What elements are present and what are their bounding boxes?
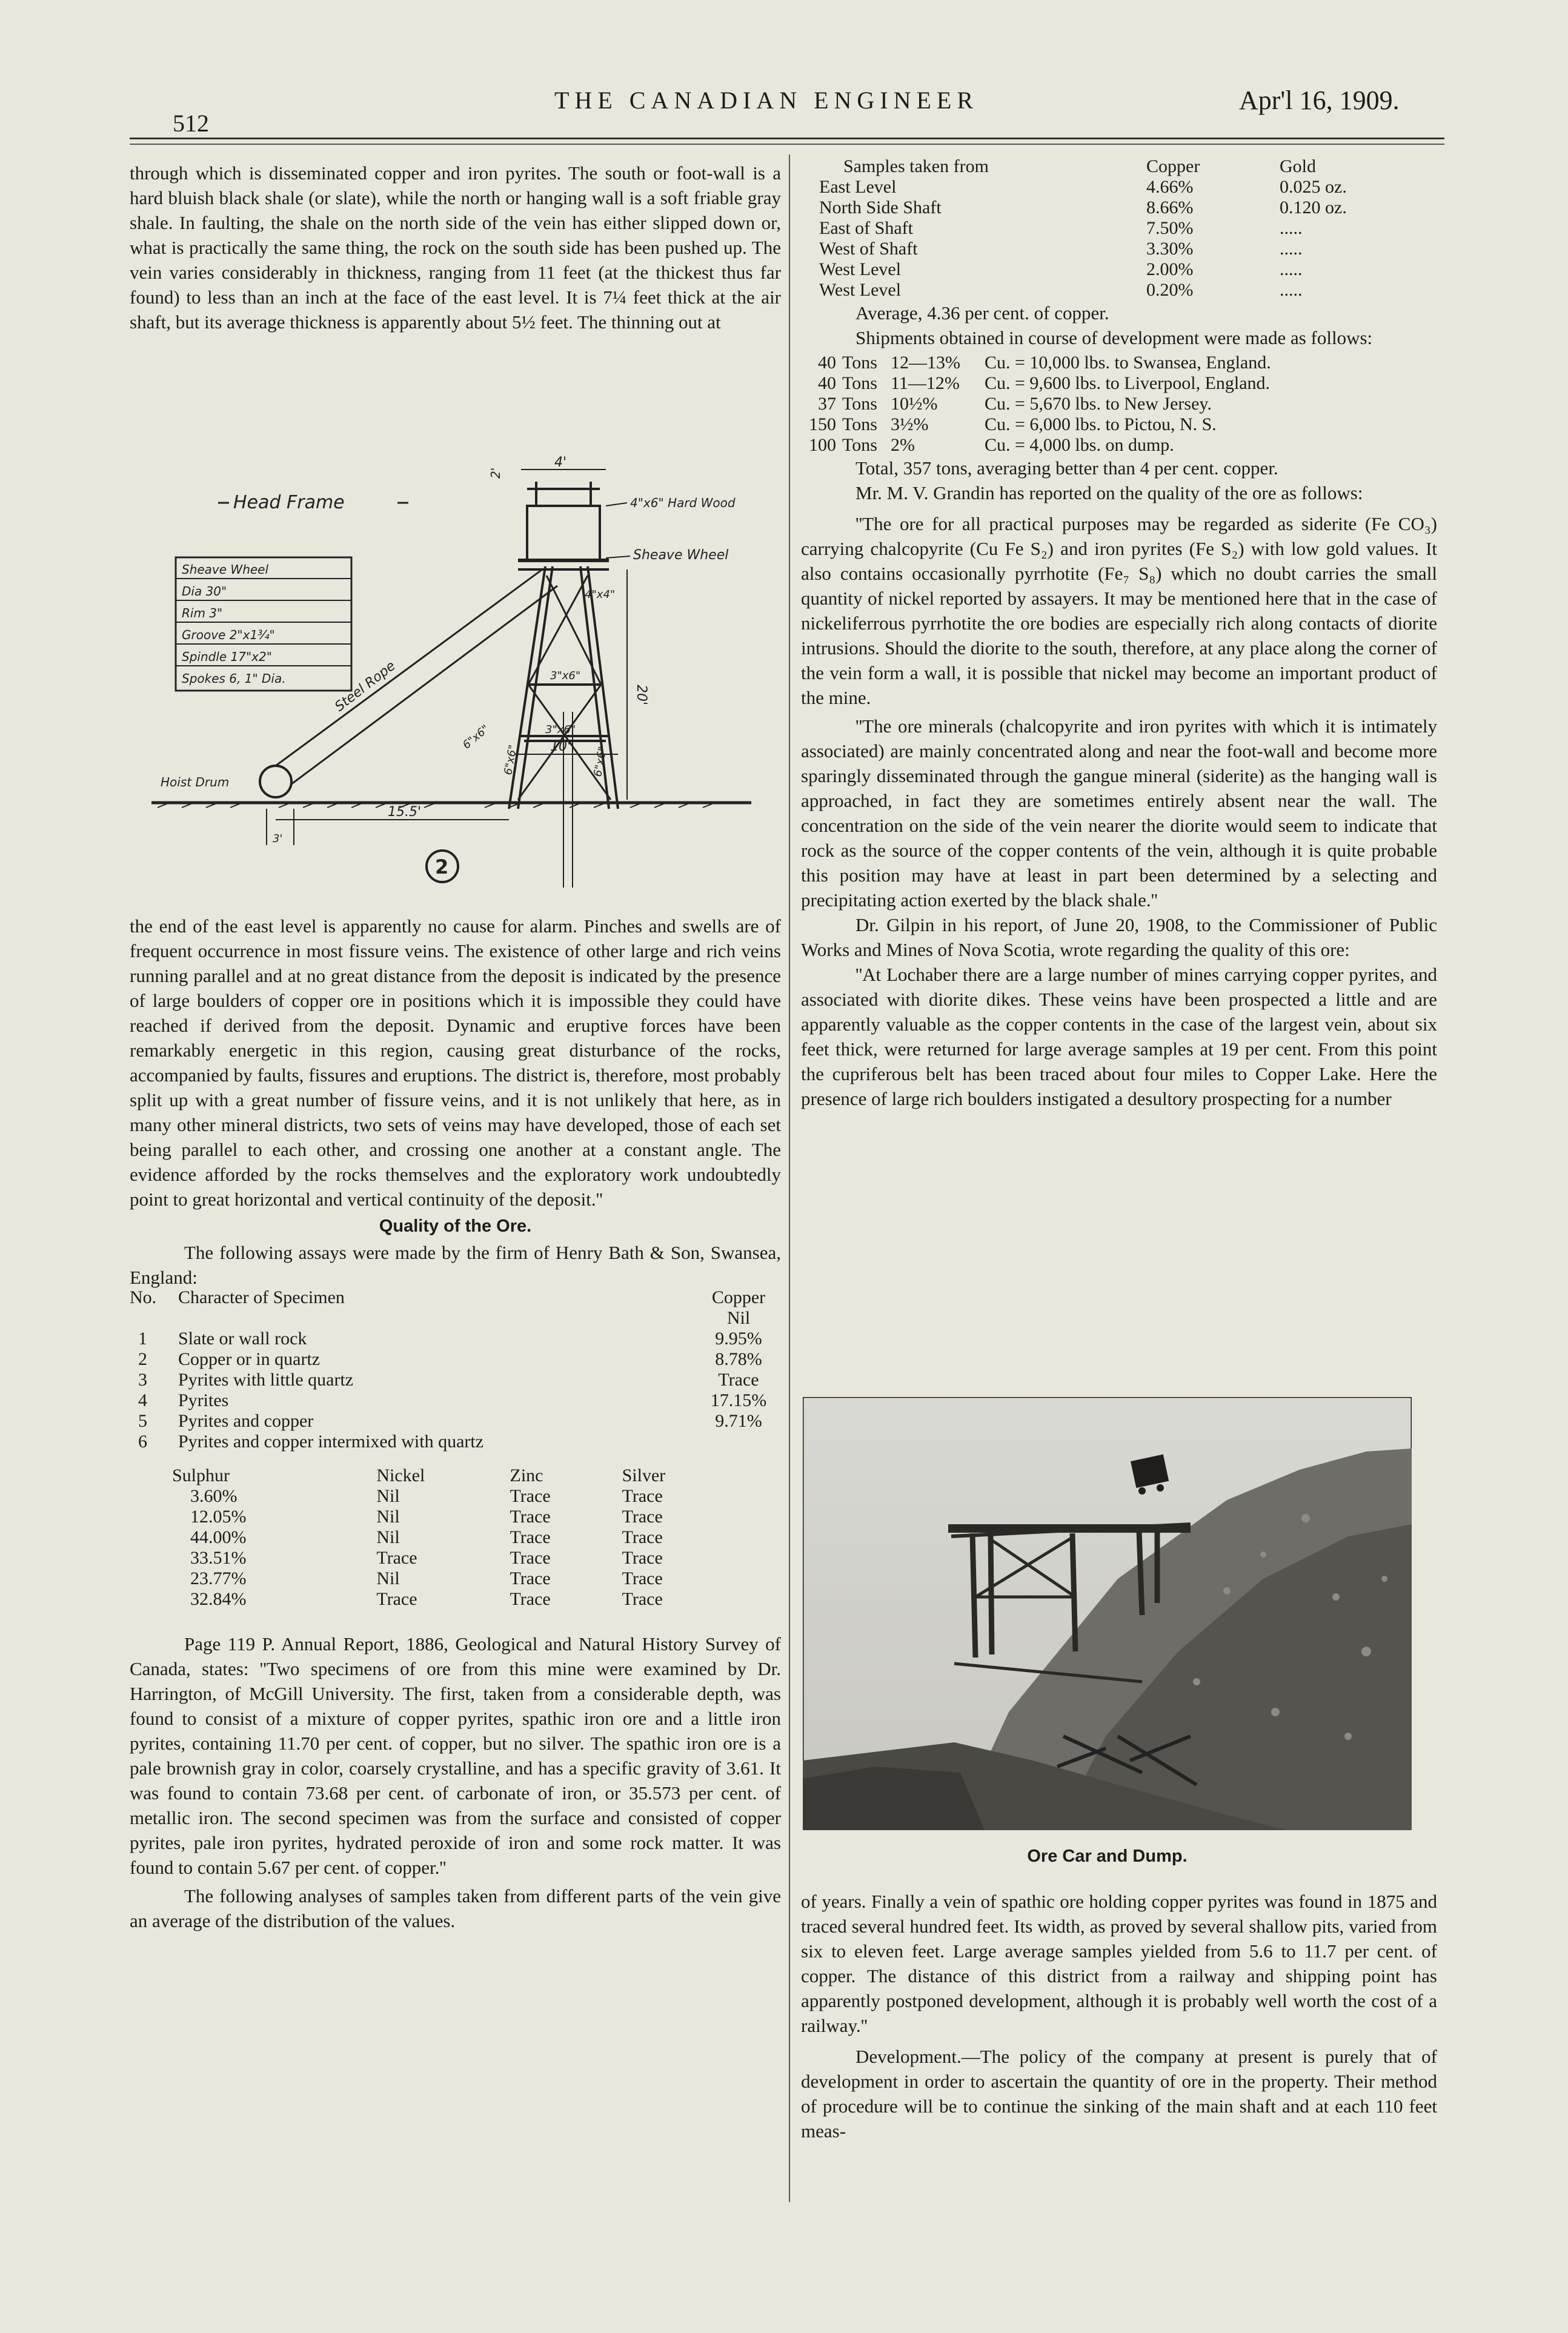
cell: Nil [376, 1507, 400, 1527]
metals-col-silver: Silver [622, 1465, 666, 1485]
cell: Cu. = 4,000 lbs. on dump. [985, 435, 1174, 455]
table-row [801, 353, 1407, 373]
cell: 0.025 oz. [1280, 177, 1347, 197]
cell: Trace [510, 1568, 551, 1588]
cell: Trace [622, 1548, 663, 1568]
cell: 32.84% [190, 1589, 247, 1609]
cell [130, 1308, 178, 1329]
photo-caption: Ore Car and Dump. [1027, 1847, 1188, 1866]
cell: Copper or in quartz [178, 1349, 321, 1369]
ore-car-dump-image [803, 1397, 1412, 1830]
box-line-1: Sheave Wheel [182, 562, 269, 577]
cell: 3.60% [190, 1486, 238, 1506]
cell: Pyrites and copper [178, 1411, 314, 1431]
cell: Trace [622, 1568, 663, 1588]
paragraph-grandin: Mr. M. V. Grandin has reported on the quality of the ore as follows: [855, 482, 1363, 503]
table-row [172, 1486, 742, 1507]
cell: Cu. = 9,600 lbs. to Liverpool, England. [985, 373, 1271, 393]
cell: Tons [842, 435, 877, 455]
cell: Tons [842, 394, 877, 414]
assay-col-specimen: Character of Specimen [178, 1287, 345, 1307]
header-rule [130, 138, 1444, 139]
dim-20ft: 20' [634, 685, 649, 706]
dim-10ft: 10' [550, 739, 571, 754]
samples-table [819, 156, 1401, 300]
cell: Trace [622, 1589, 663, 1609]
paragraph-pinches: the end of the east level is apparently no cause for alarm. Pinches and swells are of frequent occurrence in most fissure veins. The existence of other large and rich veins running parallel and at no great distance from the deposit is indicated by the presence of large boulders of copper ore in positions which it is impossible they could have reached if derived from the deposit. Dynamic and eruptive forces have been remarkably energetic in this region, causing great disturbance of the rocks, accompanied by faults, fissures and eruptions. The district is, therefore, most probably split up with a great number of fissure veins, and it is not unlikely that here, as in many other mineral districts, two sets of veins may have developed, those of each set being parallel to each other, and crossing one another at a constant angle. The evidence afforded by the rocks themselves and the exploratory work undoubtedly point to great horizontal and vertical continuity of the deposit.'' [130, 915, 781, 1210]
cell: Cu. = 6,000 lbs. to Pictou, N. S. [985, 414, 1217, 434]
paragraph-analyses-intro: The following analyses of samples taken from different parts of the vein give an average of the distribution of the values. [130, 1885, 781, 1931]
shipments-total: Total, 357 tons, averaging better than 4 per cent. copper. [855, 457, 1278, 479]
table-row [801, 373, 1407, 394]
cell: Trace [622, 1507, 663, 1527]
cell: 7.50% [1146, 218, 1194, 238]
metals-col-sulphur: Sulphur [172, 1465, 230, 1485]
table-row [130, 1308, 781, 1329]
cell: Nil [376, 1486, 400, 1506]
table-row [819, 259, 1401, 280]
cell [178, 1308, 696, 1329]
table-row [130, 1329, 781, 1349]
cell: East Level [819, 177, 897, 197]
assay-col-copper: Copper [711, 1287, 766, 1307]
cell: Tons [842, 414, 877, 434]
assay-col-no: No. [130, 1287, 157, 1307]
paragraph-grandin-quote-1: ''The ore for all practical purposes may be regarded as siderite (Fe CO₃) carrying chalcopyrite (Cu Fe S₂) and iron pyrites (Fe S₂) with low gold values. It also contains occasionally pyrrhotite (Fe₇ S₈) which no doubt carries the small quantity of nickel reported by assayers. It may be mentioned here that in the case of nickeliferrous pyrrhotite the ore bodies are especially rich along contacts of diorite intrusions. Should the diorite to the south, therefore, at any place along the corner of the vein form a wall, it is possible that nickel may become an important product of the mine. [801, 513, 1437, 708]
table-row [819, 280, 1401, 300]
table-row [819, 239, 1401, 259]
metals-table [172, 1465, 742, 1610]
dim-15-5ft: 15.5' [388, 805, 422, 820]
cell: 9.95% [715, 1329, 762, 1349]
cell: 9.71% [715, 1411, 762, 1431]
cell: 0.120 oz. [1280, 197, 1347, 217]
paragraph-grandin-quote-2: ''The ore minerals (chalcopyrite and iron pyrites with which it is intimately associated) are mainly concentrated along and near the foot-wall and become more sparingly disseminated through the gangue mineral (siderite) as the hanging wall is approached, in fact they are sometimes entirely absent near the wall. The concentration on the side of the vein nearer the diorite would seem to indicate that rock as the source of the copper contents of the vein, although it is quite probable this position may have at least in part been determined by a selecting and precipitating action exerted by the black shale.'' [801, 715, 1437, 911]
table-row [172, 1568, 742, 1589]
table-row [130, 1432, 781, 1452]
paragraph-vein-description: through which is disseminated copper and iron pyrites. The south or foot-wall is a hard bluish black shale (or slate), while the north or hanging wall is a soft friable gray shale. In faulting, the shale on the north side of the vein has either slipped down or, what is practically the same thing, the rock on the south side has been pushed up. The vein varies considerably in thickness, ranging from 11 feet (at the thickest thus far found) to less than an inch at the face of the east level. It is 7¼ feet thick at the air shaft, but its average thickness is apparently about 5½ feet. The thinning out at [130, 162, 781, 333]
paragraph-shipments-intro: Shipments obtained in course of development were made as follows: [855, 327, 1373, 348]
cell: 4 [138, 1390, 147, 1410]
table-row [801, 435, 1407, 456]
cell: Slate or wall rock [178, 1329, 307, 1349]
dim-4x4: 4"x4" [585, 588, 616, 601]
table-row [172, 1548, 742, 1568]
cell: North Side Shaft [819, 197, 942, 217]
cell: 4.66% [1146, 177, 1194, 197]
table-row [172, 1507, 742, 1527]
label-sheave: Sheave Wheel [633, 548, 729, 563]
cell: West Level [819, 259, 902, 279]
box-line-4: Groove 2"x1¾" [182, 628, 275, 642]
cell: Trace [622, 1486, 663, 1506]
cell: 11—12% [891, 373, 960, 393]
cell: 3 [138, 1370, 147, 1390]
shipments-table [801, 353, 1407, 456]
box-line-3: Rim 3" [182, 606, 223, 620]
header-rule-thin [130, 144, 1444, 145]
cell: Cu. = 10,000 lbs. to Swansea, England. [985, 353, 1271, 373]
cell: 37 [818, 394, 836, 414]
samples-col-copper: Copper [1146, 156, 1200, 176]
dim-3x6-lower: 3"x6" [545, 723, 576, 736]
cell: ..... [1280, 280, 1303, 300]
table-row [172, 1589, 742, 1610]
table-row [130, 1411, 781, 1432]
cell: 3.30% [1146, 239, 1194, 259]
cell: 150 [809, 414, 836, 434]
issue-date: Apr'l 16, 1909. [1239, 85, 1400, 115]
table-row [130, 1349, 781, 1370]
head-frame-drawing [145, 445, 776, 888]
samples-average: Average, 4.36 per cent. of copper. [855, 302, 1109, 324]
table-row [819, 197, 1401, 218]
cell: 5 [138, 1411, 147, 1431]
table-row [819, 218, 1401, 239]
paragraph-gilpin: Dr. Gilpin in his report, of June 20, 1908, to the Commissioner of Public Works and Mines of Nova Scotia, wrote regarding the quality of this ore: [801, 914, 1437, 960]
head-frame-title: Head Frame [233, 492, 345, 513]
cell: 1 [138, 1329, 147, 1349]
cell: ..... [1280, 259, 1303, 279]
cell: ..... [1280, 218, 1303, 238]
cell: 44.00% [190, 1527, 247, 1547]
label-steel-rope: Steel Rope [332, 658, 399, 715]
cell: 8.66% [1146, 197, 1194, 217]
dim-3ft: 3' [273, 832, 283, 845]
cell: Trace [510, 1548, 551, 1568]
ore-car-photo [803, 1397, 1412, 1830]
paragraph-development: Development.—The policy of the company at present is purely that of development in order to ascertain the quantity of ore in the property. Their method of procedure will be to continue the sinking of the main shaft and at each 110 feet meas- [801, 2046, 1437, 2142]
metals-col-zinc: Zinc [510, 1465, 543, 1485]
cell: Nil [726, 1308, 751, 1328]
samples-col-gold: Gold [1280, 156, 1316, 176]
dim-6x6-left: 6"x6" [502, 743, 520, 776]
samples-header-row [819, 156, 1401, 177]
cell: West Level [819, 280, 902, 300]
right-column [801, 156, 1437, 1111]
cell: Trace [376, 1589, 417, 1609]
cell: Tons [842, 353, 877, 373]
right-column-continued [801, 1889, 1437, 2143]
cell: 2% [891, 435, 915, 455]
cell: 2.00% [1146, 259, 1194, 279]
cell: 33.51% [190, 1548, 247, 1568]
figure-number: 2 [435, 855, 449, 878]
cell: Pyrites with little quartz [178, 1370, 354, 1390]
dim-4ft: 4' [554, 455, 567, 470]
box-line-2: Dia 30" [182, 584, 227, 599]
cell: Pyrites and copper intermixed with quartz [178, 1432, 484, 1452]
paragraph-years: of years. Finally a vein of spathic ore holding copper pyrites was found in 1875 and traced several hundred feet. Its width, as proved by several shallow pits, varied from six to eleven feet. Large average samples yielded from 5.6 to 11.7 per cent. of copper. The distance of this district from a railway and shipping point has apparently postponed development, although it is probably well worth the cost of a railway.'' [801, 1891, 1437, 2036]
label-hoist-drum: Hoist Drum [161, 775, 230, 789]
cell: Trace [376, 1548, 417, 1568]
journal-title: THE CANADIAN ENGINEER [554, 87, 979, 114]
cell: Nil [376, 1527, 400, 1547]
heading-quality-of-ore: Quality of the Ore. [379, 1216, 532, 1236]
cell: 12.05% [190, 1507, 247, 1527]
cell: 100 [809, 435, 836, 455]
cell: Trace [510, 1507, 551, 1527]
cell: Tons [842, 373, 877, 393]
left-column [130, 161, 781, 334]
cell: 8.78% [715, 1349, 762, 1369]
dim-3x6-upper: 3"x6" [550, 669, 581, 682]
cell: 6 [138, 1432, 147, 1452]
cell: West of Shaft [819, 239, 918, 259]
cell: 0.20% [1146, 280, 1194, 300]
cell: Trace [622, 1527, 663, 1547]
cell: Trace [510, 1527, 551, 1547]
column-divider [789, 154, 790, 2202]
paragraph-annual-report: Page 119 P. Annual Report, 1886, Geological and Natural History Survey of Canada, states: ''Two specimens of ore from this mine were examined by Dr. Harrington, of McGill University. The first, taken from a considerable depth, was found to consist of a mixture of copper pyrites, spathic iron ore and a little iron pyrites, containing 11.70 per cent. of copper, but no silver. The spathic iron ore is a pale brownish gray in color, coarsely crystalline, and has a specific gravity of 3.61. It was found to contain 73.68 per cent. of carbonate of iron, or 35.573 per cent. of metallic iron. The second specimen was from the surface and consisted of copper pyrites, pale iron pyrites, hydrated peroxide of iron and some rock matter. It was found to contain 5.67 per cent. of copper.'' [130, 1633, 781, 1878]
page-number: 512 [173, 110, 209, 137]
table-row [801, 414, 1407, 435]
metals-header-row [172, 1465, 742, 1486]
paragraph-gilpin-quote: ''At Lochaber there are a large number of mines carrying copper pyrites, and associated with diorite dikes. These veins have been prospected a little and are apparently valuable as the copper contents in the case of the largest vein, about six feet thick, were returned for large average samples at 19 per cent. From this point the cupriferous belt has been traced about four miles to Copper Lake. Here the presence of large rich boulders instigated a desultory prospecting for a number [801, 964, 1437, 1109]
samples-col-source: Samples taken from [843, 156, 989, 176]
assay-table [130, 1287, 781, 1452]
assay-header-row [130, 1287, 781, 1308]
cell: Pyrites [178, 1390, 229, 1410]
box-line-5: Spindle 17"x2" [182, 649, 272, 664]
cell: 10½% [891, 394, 938, 414]
dim-2ft: 2' [488, 467, 503, 479]
table-row [130, 1390, 781, 1411]
cell: Cu. = 5,670 lbs. to New Jersey. [985, 394, 1212, 414]
paragraph-assays-intro: The following assays were made by the firm of Henry Bath & Son, Swansea, England: [130, 1242, 781, 1288]
cell: East of Shaft [819, 218, 913, 238]
cell: Trace [718, 1370, 759, 1390]
table-row [819, 177, 1401, 197]
metals-col-nickel: Nickel [376, 1465, 425, 1485]
cell: 40 [818, 353, 836, 373]
cell: 40 [818, 373, 836, 393]
cell: 2 [138, 1349, 147, 1369]
box-line-6: Spokes 6, 1" Dia. [182, 671, 286, 686]
table-row [130, 1370, 781, 1390]
cell: ..... [1280, 239, 1303, 259]
table-row [172, 1527, 742, 1548]
table-row [801, 394, 1407, 414]
label-hardwood: 4"x6" Hard Wood [630, 496, 736, 510]
cell: 23.77% [190, 1568, 247, 1588]
cell [696, 1432, 781, 1452]
left-column-continued [130, 914, 781, 1933]
cell: 3½% [891, 414, 929, 434]
cell: Nil [376, 1568, 400, 1588]
head-frame-figure [145, 445, 776, 888]
dim-brace: 6"x6" [460, 722, 492, 752]
cell: Trace [510, 1589, 551, 1609]
cell: 12—13% [891, 353, 960, 373]
dim-6x6-right: 6"x6" [591, 745, 610, 778]
cell: Trace [510, 1486, 551, 1506]
cell: 17.15% [710, 1390, 767, 1410]
